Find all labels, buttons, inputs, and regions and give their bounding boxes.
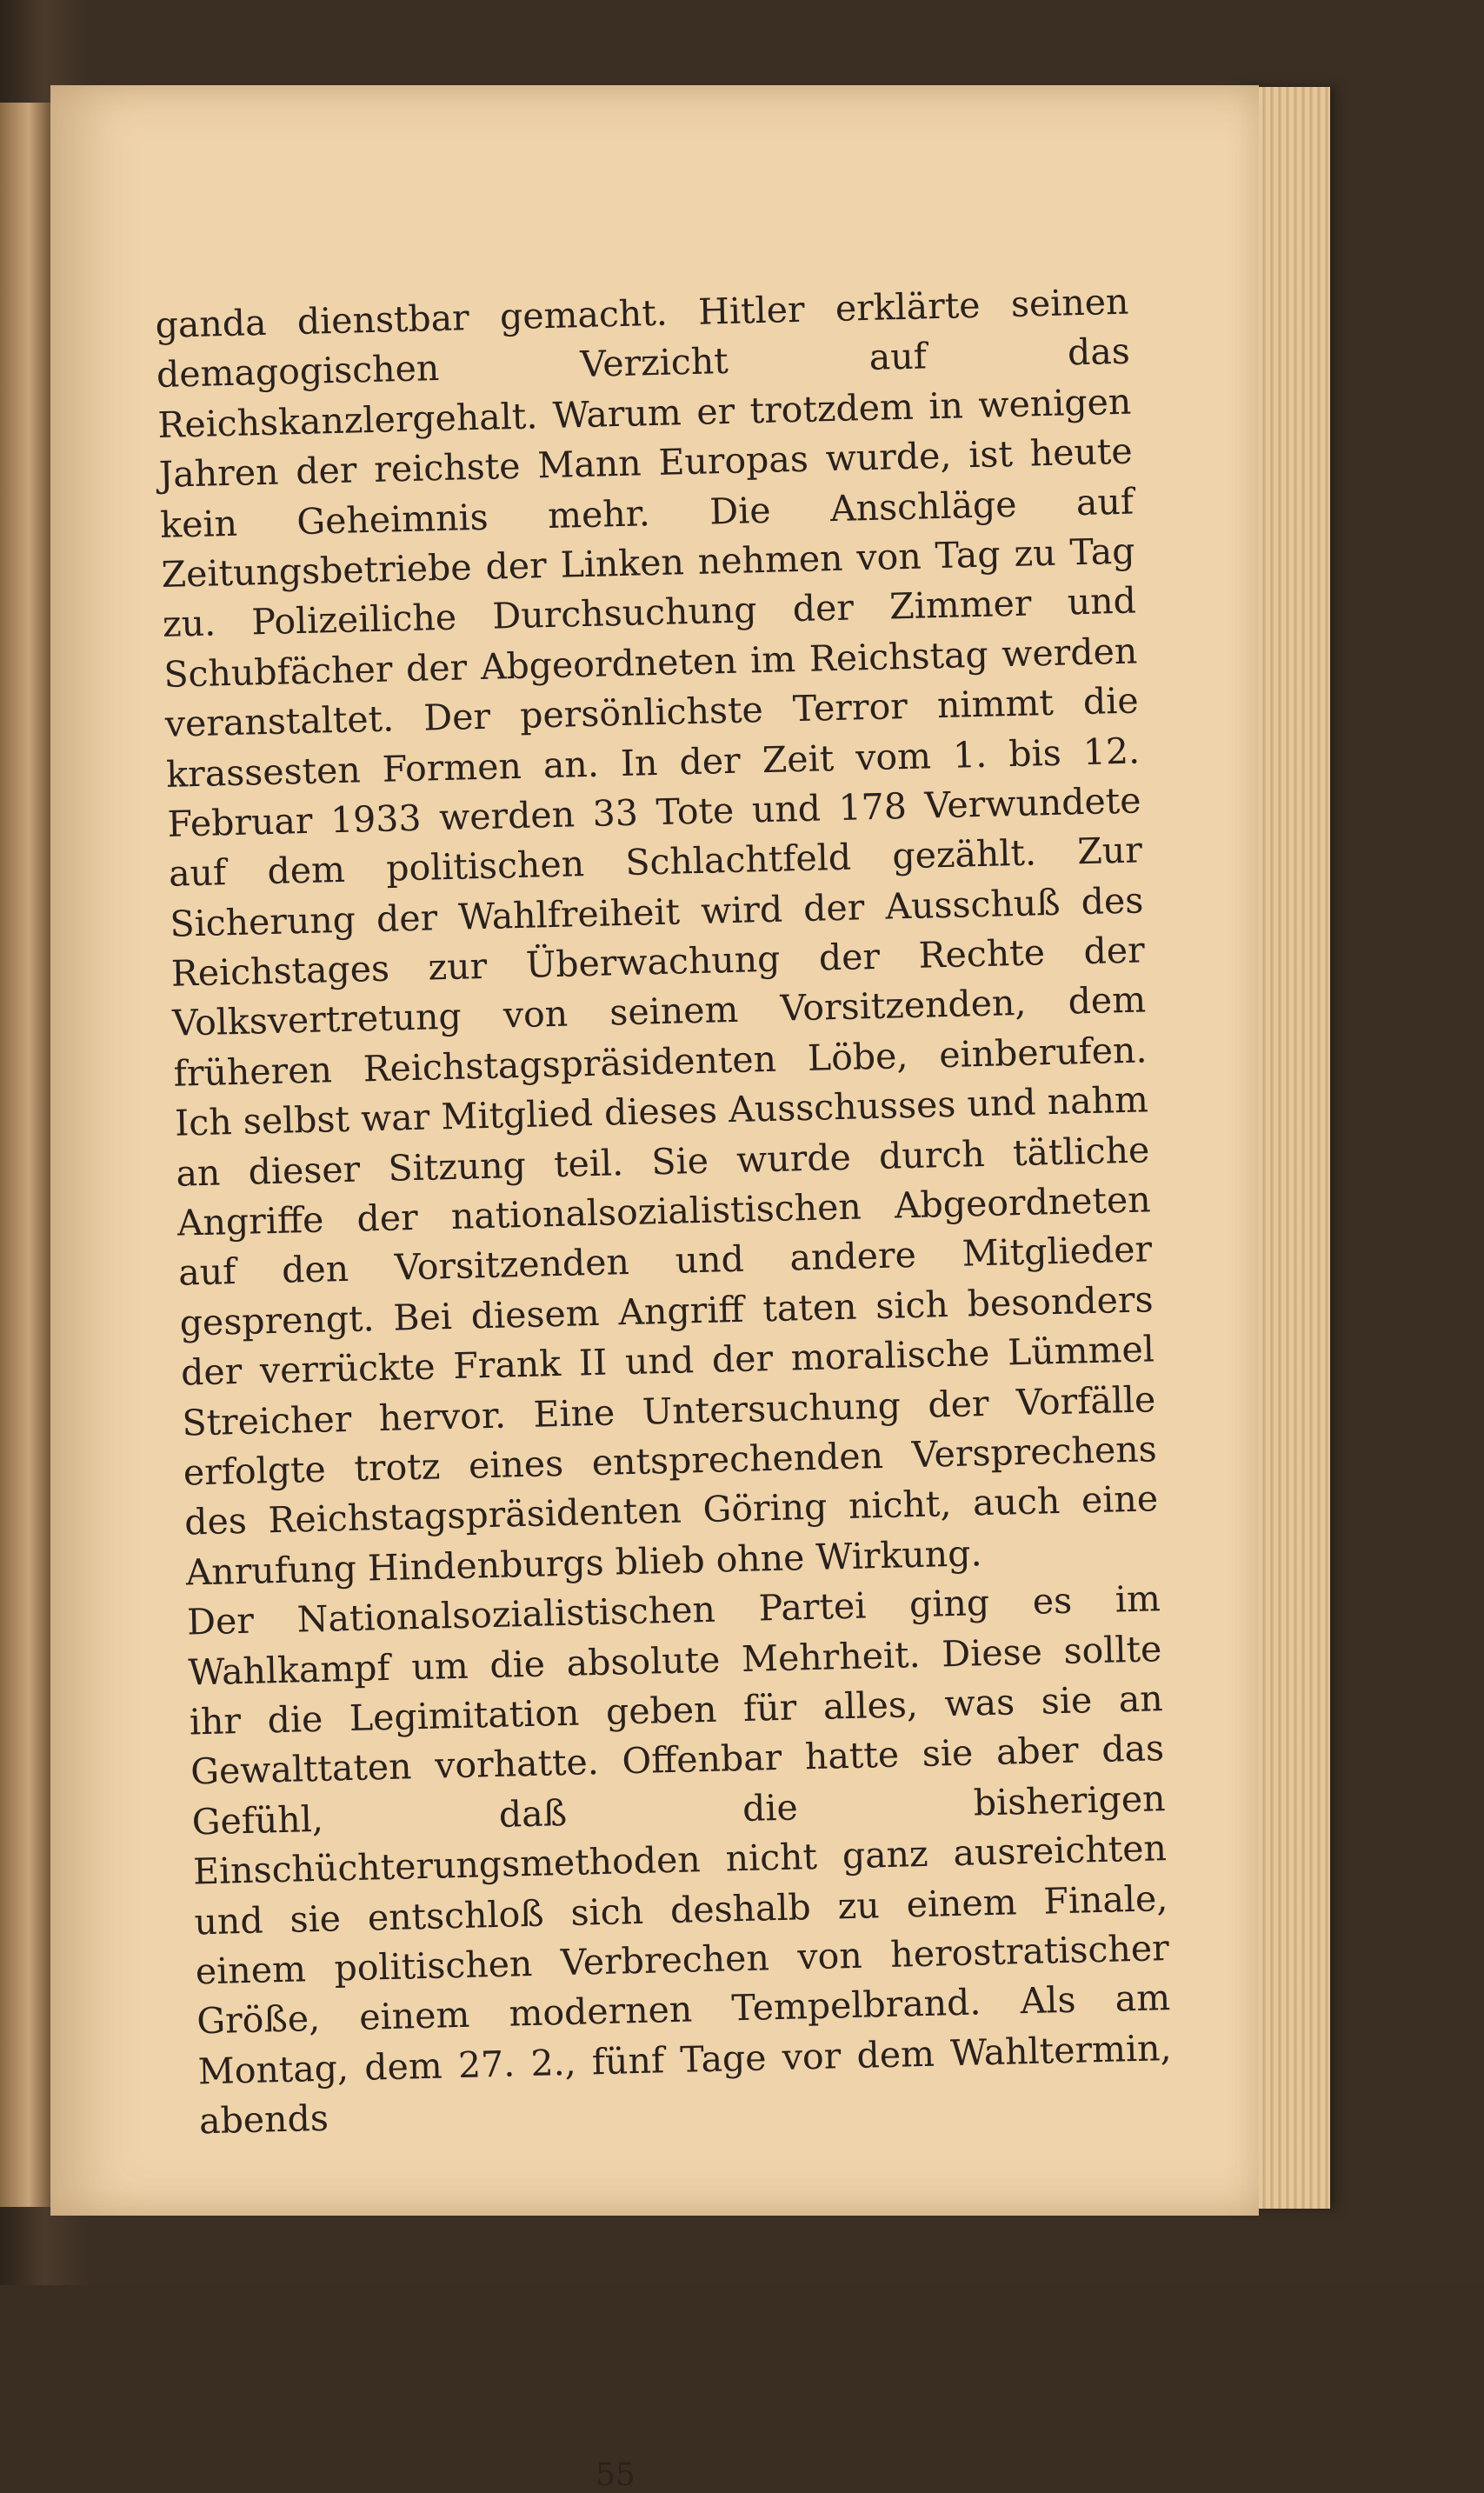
body-text <box>155 277 1174 2147</box>
book-page <box>50 85 1259 2216</box>
left-page-edge <box>0 103 52 2207</box>
paragraph-1: ganda dienstbar gemacht. Hitler erklärte seinen demagogischen Verzicht auf das Reichskanzlergehalt. Warum er trotzdem in wenigen Jahren der reichste Mann Europas wurde, ist heute kein Geheimnis mehr. Die Anschläge auf Zeitungsbetriebe der Linken nehmen von Tag zu Tag zu. Polizeiliche Durchsuchung der Zimmer und Schubfächer der Abgeordneten im Reichstag werden veranstaltet. Der persönlichste Terror nimmt die krassesten Formen an. In der Zeit vom 1. bis 12. Februar 1933 werden 33 Tote und 178 Verwundete auf dem politischen Schlachtfeld gezählt. Zur Sicherung der Wahlfreiheit wird der Ausschuß des Reichstages zur Überwachung der Rechte der Volksvertretung von seinem Vorsitzenden, dem früheren Reichstagspräsidenten Löbe, einberufen. Ich selbst war Mitglied dieses Ausschusses und nahm an dieser Sitzung teil. Sie wurde durch tätliche Angriffe der nationalsozialistischen Abgeordneten auf den Vorsitzenden und andere Mitglieder gesprengt. Bei diesem Angriff taten sich besonders der verrückte Frank II und der moralische Lümmel Streicher hervor. Eine Untersuchung der Vorfälle erfolgte trotz eines entsprechenden Versprechens des Reichstagspräsidenten Göring nicht, auch eine Anrufung Hindenburgs blieb ohne Wirkung. <box>155 280 1159 1594</box>
page-number: 55 <box>596 2457 636 2493</box>
paragraph-2: Der Nationalsozialistischen Partei ging es im Wahlkampf um die absolute Mehrheit. Diese sollte ihr die Legimitation geben für alles, was sie an Gewalttaten vorhatte. Offenbar hatte sie aber das Gefühl, daß die bisherigen Einschüchterungsmethoden nicht ganz ausreichten und sie entschloß sich deshalb zu einem Finale, einem politischen Verbrechen von herostratischer Größe, einem modernen Tempelbrand. Als am Montag, dem 27. 2., fünf Tage vor dem Wahltermin, abends <box>186 1577 1173 2143</box>
